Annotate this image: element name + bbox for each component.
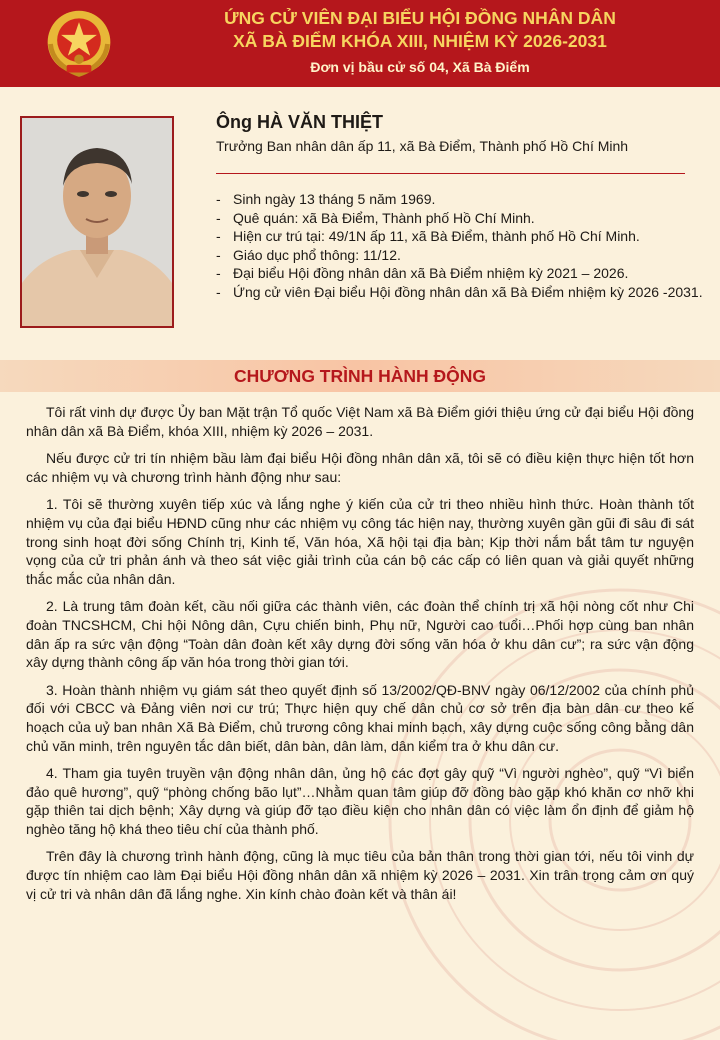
divider <box>216 173 685 174</box>
candidate-position: Trưởng Ban nhân dân ấp 11, xã Bà Điểm, Thành phố Hồ Chí Minh <box>216 138 629 154</box>
bio-item-candidacy: - Ứng cử viên Đại biểu Hội đồng nhân dân xã Bà Điểm nhiệm kỳ 2026 -2031. <box>216 283 703 300</box>
program-paragraph: Nếu được cử tri tín nhiệm bầu làm đại biểu Hội đồng nhân dân xã, tôi sẽ có điều kiện thực hiện tốt hơn các nhiệm vụ và chương trình hành động như sau: <box>26 450 694 485</box>
header-title-line1: ỨNG CỬ VIÊN ĐẠI BIỂU HỘI ĐỒNG NHÂN DÂN <box>224 8 616 28</box>
bio-item-education: - Giáo dục phổ thông: 11/12. <box>216 246 401 263</box>
candidate-name: Ông HÀ VĂN THIỆT <box>216 112 383 132</box>
candidate-photo <box>20 116 174 328</box>
bio-item-birth: - Sinh ngày 13 tháng 5 năm 1969. <box>216 191 436 207</box>
electoral-unit: Đơn vị bầu cử số 04, Xã Bà Điểm <box>310 59 530 75</box>
program-paragraph: 2. Là trung tâm đoàn kết, cầu nối giữa các thành viên, các đoàn thể chính trị xã hội nòng cốt như Chi đoàn TNCSHCM, Chi hội Nông dân, Cựu chiến binh, Phụ nữ, Người cao tuổi…Phối hợp cùng ban nhân dân ấp ra sức vận động “Toàn dân đoàn kết xây dựng đời sống văn hóa ở khu dân cư”; ra sức vận động xây dựng thành công ấp văn hóa trong thời gian tới. <box>26 598 694 671</box>
program-paragraph: 1. Tôi sẽ thường xuyên tiếp xúc và lắng nghe ý kiến của cử tri theo nhiều hình thức. Hoàn thành tốt nhiệm vụ của đại biểu HĐND cũng như các nhiệm vụ công tác hiện nay, thường xuyên gần gũi đi sâu đi sát trong sinh hoạt đời sống Chính trị, Kinh tế, Văn hóa, Xã hội tại địa bàn; Kịp thời nắm bắt tâm tư nguyện vọng của cử tri phản ánh và theo sát việc giải trình của cán bộ các cấp có liên quan và giải quyết những thắc mắc của nhân dân. <box>26 496 694 587</box>
program-paragraph: Trên đây là chương trình hành động, cũng là mục tiêu của bản thân trong thời gian tới, nếu tôi vinh dự được tín nhiệm cao làm Đại biểu Hội đồng nhân dân xã nhiệm kỳ 2026 – 2031. Xin trân trọng cảm ơn quý vị cử tri và nhân dân đã lắng nghe. Xin kính chào đoàn kết và thân ái! <box>26 848 694 902</box>
bio-item-current-role: - Đại biểu Hội đồng nhân dân xã Bà Điểm nhiệm kỳ 2021 – 2026. <box>216 265 629 281</box>
bio-item-hometown: - Quê quán: xã Bà Điểm, Thành phố Hồ Chí Minh. <box>216 209 535 226</box>
header-title-line2: XÃ BÀ ĐIỂM KHÓA XIII, NHIỆM KỲ 2026-2031 <box>233 31 607 51</box>
program-title: CHƯƠNG TRÌNH HÀNH ĐỘNG <box>233 366 487 386</box>
program-body <box>26 403 694 912</box>
program-paragraph: 4. Tham gia tuyên truyền vận động nhân dân, ủng hộ các đợt gây quỹ “Vì người nghèo”, quỹ “Vì biển đảo quê hương”, quỹ “phòng chống bão lụt”…Nhằm quan tâm giúp đỡ đồng bào gặp khó khăn cơ nhỡ khi gặp thiên tai dịch bệnh; Xây dựng và giúp đỡ tạo điều kiện cho nhân dân có việc làm ổn định để giảm hộ nghèo tăng hộ khá theo tiêu chí của thành phố. <box>26 765 694 837</box>
national-emblem-icon <box>40 6 118 82</box>
bio-item-residence: - Hiện cư trú tại: 49/1N ấp 11, xã Bà Điểm, thành phố Hồ Chí Minh. <box>216 228 640 244</box>
bio-list <box>216 190 706 301</box>
program-paragraph: 3. Hoàn thành nhiệm vụ giám sát theo quyết định số 13/2002/QĐ-BNV ngày 06/12/2002 của chính phủ đối với CBCC và Đảng viên nơi cư trú; Thực hiện quy chế dân chủ cơ sở trên địa bàn dân cư theo kế hoạch của uỷ ban nhân Xã Bà Điểm, chủ trương công khai minh bạch, xây dựng cuộc sống công bằng dân chủ văn minh, trên nguyên tắc dân biết, dân bàn, dân làm, dân kiểm tra ở khu dân cư. <box>26 681 694 754</box>
header-banner <box>0 0 720 87</box>
program-paragraph: Tôi rất vinh dự được Ủy ban Mặt trận Tổ quốc Việt Nam xã Bà Điểm giới thiệu ứng cử đại biểu Hội đồng nhân dân xã Bà Điểm, khóa XIII, nhiệm kỳ 2026 – 2031. <box>26 404 694 439</box>
